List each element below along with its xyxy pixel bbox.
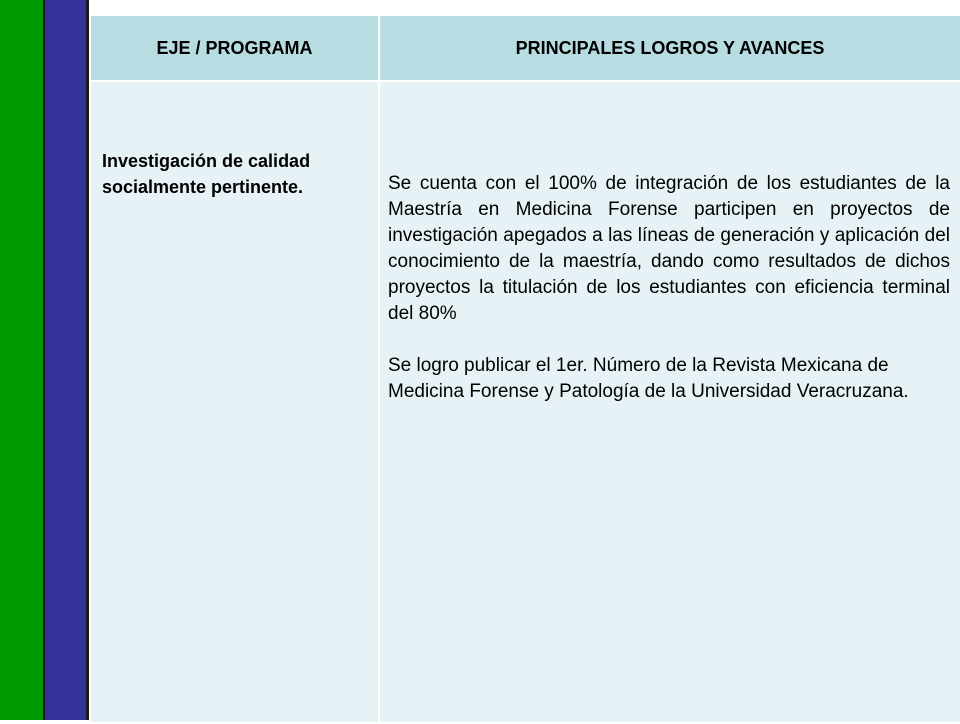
logro-paragraph-publication: Se logro publicar el 1er. Número de la Revista Mexicana de Medicina Forense y Patología de la Universidad Veracruzana.	[388, 355, 909, 402]
eje-program-name: Investigación de calidad socialmente pertinente.	[102, 151, 311, 197]
achievements-table-container	[89, 14, 960, 720]
logro-paragraph-integration: Se cuenta con el 100% de integración de los estudiantes de la Maestría en Medicina Forense participen en proyectos de investigación apegados a las líneas de generación y aplicación del conocimiento de la maestría, dando como resultados de dichos proyectos la titulación de los estudiantes con eficiencia terminal del 80%	[388, 173, 950, 324]
table-header-row	[90, 15, 960, 81]
eje-cell	[90, 81, 379, 723]
achievements-table	[89, 14, 960, 724]
header-eje-programa: EJE / PROGRAMA	[90, 15, 379, 81]
header-principales-logros: PRINCIPALES LOGROS Y AVANCES	[379, 15, 960, 81]
blue-side-stripe	[45, 0, 86, 720]
green-side-stripe	[0, 0, 43, 720]
logros-cell	[379, 81, 960, 723]
table-row	[90, 81, 960, 723]
